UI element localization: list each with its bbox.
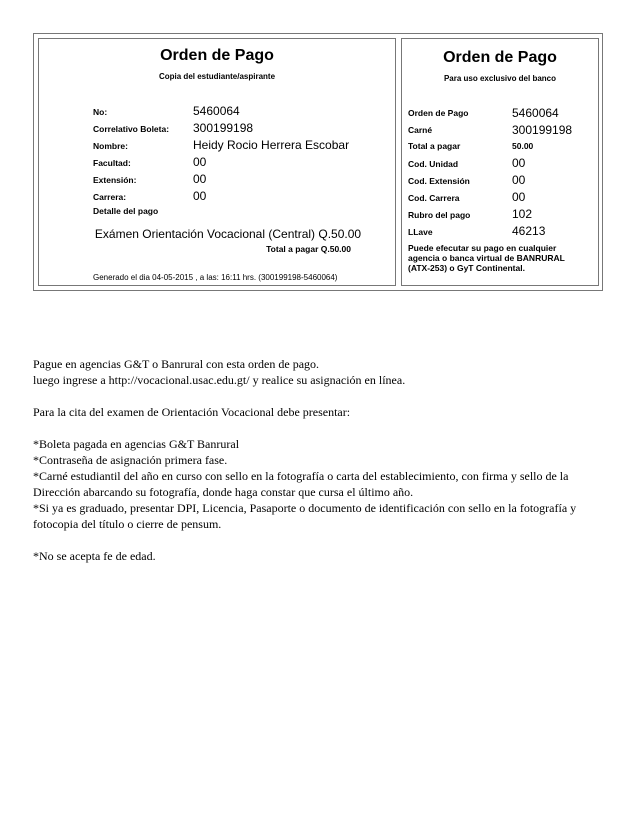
instruction-requirements-heading: Para la cita del examen de Orientación Vocacional debe presentar: — [33, 405, 351, 419]
payment-concept: Exámen Orientación Vocacional (Central) Q.50.00 — [94, 227, 362, 241]
field-value: 00 — [193, 155, 207, 169]
field-value: 00 — [512, 156, 526, 170]
field-label: Cod. Unidad — [408, 159, 459, 169]
field-value: Heidy Rocio Herrera Escobar — [193, 138, 350, 152]
bank-copy-title: Orden de Pago — [443, 49, 557, 66]
field-label: Nombre: — [93, 141, 128, 151]
field-value: 46213 — [512, 224, 546, 238]
instruction-pay-line: Pague en agencias G&T o Banrural con esta orden de pago. — [33, 357, 320, 371]
field-label: Orden de Pago — [408, 108, 469, 118]
bank-copy-subtitle: Para uso exclusivo del banco — [443, 74, 557, 83]
bank-copy-panel — [401, 38, 599, 286]
requirement-item: *Contraseña de asignación primera fase. — [33, 453, 228, 467]
field-value: 102 — [512, 207, 533, 221]
generated-timestamp: Generado el dia 04-05-2015 , a las: 16:11 hrs. (300199198-5460064) — [93, 273, 338, 282]
field-value: 00 — [512, 190, 526, 204]
student-copy-title: Orden de Pago — [160, 47, 274, 64]
field-label: Correlativo Boleta: — [93, 124, 170, 134]
field-label: Rubro del pago — [408, 210, 471, 220]
requirement-item: *Si ya es graduado, presentar DPI, Licencia, Pasaporte o documento de identificación con sello en la fotografía y fotocopia del título o cierre de pensum. — [33, 501, 577, 531]
field-label: No: — [93, 107, 108, 117]
field-value: 00 — [193, 172, 207, 186]
field-value: 50.00 — [512, 141, 534, 151]
field-value: 300199198 — [512, 123, 573, 137]
field-label: Facultad: — [93, 158, 131, 168]
requirement-item: *Carné estudiantil del año en curso con sello en la fotografía o carta del establecimiento, con firma y sello de la Dirección abarcando su fotografía, donde haga constar que cursa el último año. — [33, 469, 569, 499]
field-label: Carrera: — [93, 192, 127, 202]
field-label: LLave — [408, 227, 433, 237]
instructions-block — [33, 356, 603, 564]
requirement-item: *No se acepta fe de edad. — [33, 549, 156, 563]
field-label: Carné — [408, 125, 433, 135]
field-label: Total a pagar — [408, 141, 461, 151]
student-copy-subtitle: Copia del estudiante/aspirante — [158, 72, 276, 81]
instruction-url-line: luego ingrese a http://vocacional.usac.edu.gt/ y realice su asignación en línea. — [33, 373, 406, 387]
field-label: Cod. Extensión — [408, 176, 470, 186]
student-copy-panel — [38, 38, 396, 286]
total-to-pay: Total a pagar Q.50.00 — [266, 244, 351, 254]
field-label: Extensión: — [93, 175, 137, 185]
payment-order-frame — [33, 33, 603, 291]
field-value: 00 — [512, 173, 526, 187]
payment-location-note: Puede efecutar su pago en cualquier agencia o banca virtual de BANRURAL (ATX-253) o GyT Continental. — [408, 243, 565, 273]
field-value: 300199198 — [193, 121, 254, 135]
field-value: 5460064 — [512, 106, 559, 120]
field-value: 00 — [193, 189, 207, 203]
field-label: Cod. Carrera — [408, 193, 460, 203]
field-value: 5460064 — [193, 104, 240, 118]
payment-detail-label: Detalle del pago — [93, 206, 159, 216]
requirement-item: *Boleta pagada en agencias G&T Banrural — [33, 437, 240, 451]
